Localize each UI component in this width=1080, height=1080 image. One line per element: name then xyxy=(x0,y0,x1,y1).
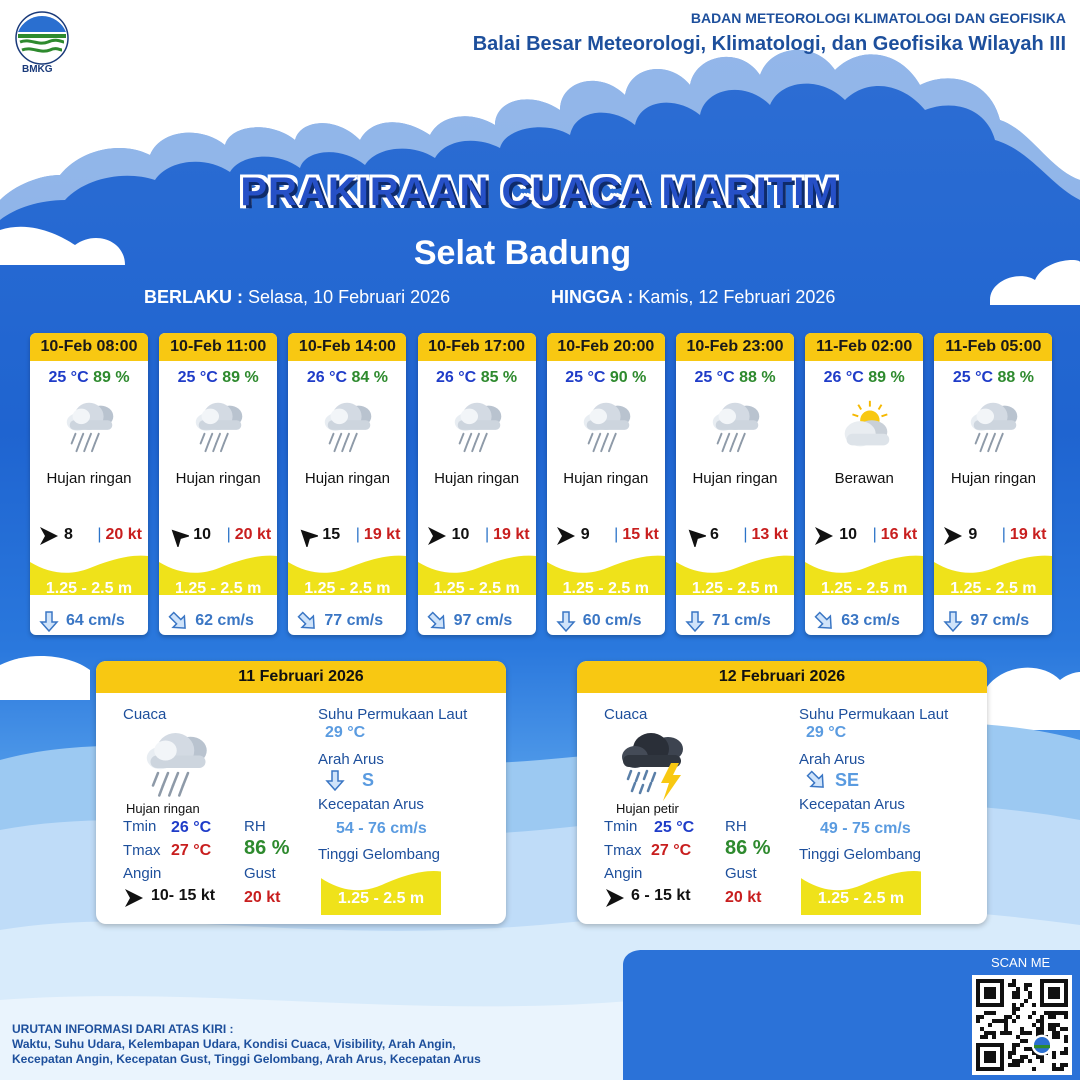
logo-text: BMKG xyxy=(22,64,53,75)
air-temperature: 25 °C xyxy=(177,369,218,386)
gust-value: 19 kt xyxy=(493,526,530,543)
weather-condition: Hujan ringan xyxy=(950,470,1036,487)
relative-humidity: 88 % xyxy=(739,369,776,386)
gust-label: Gust xyxy=(725,865,757,882)
gust-speed: | 19 kt xyxy=(484,526,530,543)
wave-height: 1.25 - 2.5 m xyxy=(433,580,520,597)
valid-from-value: Selasa, 10 Februari 2026 xyxy=(248,287,451,307)
current-direction-icon xyxy=(805,769,827,796)
valid-to xyxy=(551,287,835,308)
current-info xyxy=(805,609,923,633)
current-speed-value: 49 - 75 cm/s xyxy=(820,820,911,837)
wave-height: 1.25 - 2.5 m xyxy=(817,890,905,907)
current-direction-icon xyxy=(324,769,346,796)
relative-humidity: 89 % xyxy=(222,369,259,386)
tmax-value: 27 °C xyxy=(171,842,212,859)
daily-condition: Hujan ringan xyxy=(126,801,200,816)
current-info xyxy=(676,609,794,633)
weather-condition: Hujan ringan xyxy=(304,470,390,487)
forecast-time: 10-Feb 11:00 xyxy=(159,333,277,361)
current-direction-icon xyxy=(813,610,835,632)
weather-label: Cuaca xyxy=(604,706,648,723)
current-direction-icon xyxy=(942,610,964,632)
wind-direction-icon xyxy=(123,887,145,914)
gust-value: 20 kt xyxy=(244,889,281,906)
valid-to-label: HINGGA : xyxy=(551,287,634,307)
wind-range: 10- 15 kt xyxy=(151,887,216,904)
thunderstorm-icon xyxy=(613,727,693,807)
current-direction-icon xyxy=(684,610,706,632)
relative-humidity: 84 % xyxy=(351,369,388,386)
page-title: PRAKIRAAN CUACA MARITIM xyxy=(240,170,840,214)
info-order-title: URUTAN INFORMASI DARI ATAS KIRI : xyxy=(12,1022,234,1036)
gust-value: 16 kt xyxy=(880,526,918,543)
tmax-value: 27 °C xyxy=(651,842,692,859)
air-temperature: 26 °C xyxy=(306,369,348,386)
tmax-label: Tmax xyxy=(604,842,642,859)
relative-humidity: 90 % xyxy=(609,369,647,386)
gust-value: 19 kt xyxy=(1009,526,1047,543)
forecast-time: 10-Feb 17:00 xyxy=(418,333,536,361)
forecast-card xyxy=(934,333,1052,635)
forecast-card xyxy=(805,333,923,635)
forecast-card xyxy=(30,333,148,635)
current-direction-icon xyxy=(38,610,60,632)
current-speed: 62 cm/s xyxy=(195,612,254,629)
wind-speed: 10 xyxy=(839,526,857,543)
wind-direction-icon xyxy=(38,525,60,547)
gust-label: Gust xyxy=(244,865,276,882)
wind-speed: 9 xyxy=(968,526,978,543)
tmax-label: Tmax xyxy=(123,842,161,859)
current-speed: 71 cm/s xyxy=(712,612,771,629)
current-speed-label: Kecepatan Arus xyxy=(318,796,424,813)
gust-value: 20 kt xyxy=(725,889,762,906)
wave-height: 1.25 - 2.5 m xyxy=(45,580,133,597)
rh-label: RH xyxy=(244,818,266,835)
current-speed: 64 cm/s xyxy=(66,612,125,629)
wave-height: 1.25 - 2.5 m xyxy=(950,580,1037,597)
wind-speed: 8 xyxy=(64,526,73,543)
wind-speed: 6 xyxy=(710,526,719,543)
current-speed: 97 cm/s xyxy=(453,612,513,629)
current-info xyxy=(288,609,406,633)
wind-speed: 10 xyxy=(451,526,470,543)
page-subtitle: Selat Badung xyxy=(413,234,632,272)
forecast-temp-rh xyxy=(159,369,277,387)
bmkg-logo-icon xyxy=(12,10,72,66)
daily-date: 12 Februari 2026 xyxy=(577,661,987,693)
wind-direction-icon xyxy=(813,525,835,547)
wave-height: 1.25 - 2.5 m xyxy=(562,580,649,597)
tmin-label: Tmin xyxy=(604,818,638,835)
current-direction-icon xyxy=(296,610,318,632)
gust-speed: | 19 kt xyxy=(355,526,401,543)
wind-direction-icon xyxy=(604,887,626,914)
current-direction-value: SE xyxy=(835,770,860,790)
forecast-temp-rh xyxy=(418,369,536,387)
forecast-temp-rh xyxy=(288,369,406,387)
current-direction-icon xyxy=(555,610,577,632)
air-temperature: 25 °C xyxy=(952,369,994,386)
relative-humidity: 89 % xyxy=(93,369,130,386)
forecast-temp-rh xyxy=(676,369,794,387)
daily-summary-panel xyxy=(96,661,506,924)
rain-cloud-icon xyxy=(189,395,251,457)
rain-cloud-icon xyxy=(138,723,218,803)
wind-speed: 15 xyxy=(322,526,341,543)
current-direction-value: S xyxy=(362,770,375,790)
wind-direction-icon xyxy=(296,525,318,547)
office-name: Balai Besar Meteorologi, Klimatologi, dan Geofisika Wilayah III xyxy=(472,33,1066,55)
wave-height: 1.25 - 2.5 m xyxy=(337,890,425,907)
scan-me-label: SCAN ME xyxy=(991,955,1051,970)
info-order-line-1: Waktu, Suhu Udara, Kelembapan Udara, Kondisi Cuaca, Visibility, Arah Angin, xyxy=(12,1037,456,1051)
gust-speed: | 13 kt xyxy=(743,526,788,543)
gust-speed: | 20 kt xyxy=(97,526,142,543)
valid-to-value: Kamis, 12 Februari 2026 xyxy=(638,287,836,307)
wave-height: 1.25 - 2.5 m xyxy=(691,580,779,597)
weather-condition: Hujan ringan xyxy=(46,470,132,487)
current-speed: 60 cm/s xyxy=(582,612,642,629)
current-direction-icon xyxy=(426,610,448,632)
wind-label: Angin xyxy=(604,865,643,882)
wind-range: 6 - 15 kt xyxy=(631,887,691,904)
rain-cloud-icon xyxy=(60,395,122,457)
forecast-temp-rh xyxy=(805,369,923,387)
wind-speed: 9 xyxy=(580,526,590,543)
forecast-card xyxy=(418,333,536,635)
gust-value: 20 kt xyxy=(105,526,142,543)
current-direction-label: Arah Arus xyxy=(799,751,865,768)
relative-humidity: 88 % xyxy=(997,369,1034,386)
current-speed-label: Kecepatan Arus xyxy=(799,796,905,813)
weather-condition: Berawan xyxy=(834,470,894,487)
forecast-temp-rh xyxy=(934,369,1052,387)
rh-value: 86 % xyxy=(725,837,771,859)
tmin-value: 26 °C xyxy=(171,819,212,836)
gust-speed: | 15 kt xyxy=(614,526,659,543)
relative-humidity: 89 % xyxy=(868,369,905,386)
forecast-time: 10-Feb 08:00 xyxy=(30,333,148,361)
forecast-temp-rh xyxy=(547,369,665,387)
daily-condition: Hujan petir xyxy=(616,801,679,816)
current-info xyxy=(30,609,148,633)
gust-speed: | 19 kt xyxy=(1001,526,1047,543)
wave-height: 1.25 - 2.5 m xyxy=(175,580,262,597)
air-temperature: 26 °C xyxy=(823,369,864,386)
rh-value: 86 % xyxy=(244,837,290,859)
forecast-card xyxy=(159,333,277,635)
sst-label: Suhu Permukaan Laut xyxy=(799,706,949,723)
forecast-temp-rh xyxy=(30,369,148,387)
current-direction-icon xyxy=(167,610,189,632)
current-info xyxy=(418,609,536,633)
relative-humidity: 85 % xyxy=(480,369,518,386)
weather-label: Cuaca xyxy=(123,706,167,723)
qr-code-icon[interactable] xyxy=(972,975,1072,1075)
wind-direction-icon xyxy=(684,525,706,547)
air-temperature: 25 °C xyxy=(565,369,606,386)
info-order-line-2: Kecepatan Angin, Kecepatan Gust, Tinggi Gelombang, Arah Arus, Kecepatan Arus xyxy=(12,1052,481,1066)
wave-height: 1.25 - 2.5 m xyxy=(821,580,908,597)
forecast-time: 11-Feb 05:00 xyxy=(934,333,1052,361)
valid-from-label: BERLAKU : xyxy=(144,287,243,307)
rh-label: RH xyxy=(725,818,747,835)
tmin-value: 25 °C xyxy=(654,819,695,836)
weather-condition: Hujan ringan xyxy=(434,470,520,487)
rain-cloud-icon xyxy=(318,395,380,457)
current-speed: 97 cm/s xyxy=(970,612,1030,629)
current-direction-label: Arah Arus xyxy=(318,751,384,768)
forecast-card xyxy=(676,333,794,635)
daily-summary-panel xyxy=(577,661,987,924)
wind-direction-icon xyxy=(426,525,448,547)
gust-speed: | 20 kt xyxy=(226,526,272,543)
wind-speed: 10 xyxy=(193,526,211,543)
current-info xyxy=(159,609,277,633)
daily-date: 11 Februari 2026 xyxy=(96,661,506,693)
wind-direction-icon xyxy=(555,525,577,547)
wind-direction-icon xyxy=(167,525,189,547)
gust-value: 15 kt xyxy=(622,526,659,543)
agency-name: BADAN METEOROLOGI KLIMATOLOGI DAN GEOFISIKA xyxy=(690,10,1066,26)
wave-height: 1.25 - 2.5 m xyxy=(304,580,391,597)
current-speed: 77 cm/s xyxy=(324,612,384,629)
forecast-time: 10-Feb 20:00 xyxy=(547,333,665,361)
partly-cloudy-icon xyxy=(835,395,897,457)
tmin-label: Tmin xyxy=(123,818,157,835)
wave-label: Tinggi Gelombang xyxy=(318,846,441,863)
current-speed: 63 cm/s xyxy=(841,612,900,629)
forecast-time: 10-Feb 14:00 xyxy=(288,333,406,361)
gust-speed: | 16 kt xyxy=(872,526,918,543)
rain-cloud-icon xyxy=(706,395,768,457)
air-temperature: 26 °C xyxy=(436,369,477,386)
forecast-card xyxy=(547,333,665,635)
weather-condition: Hujan ringan xyxy=(175,470,261,487)
weather-condition: Hujan ringan xyxy=(692,470,778,487)
gust-value: 13 kt xyxy=(751,526,788,543)
sst-value: 29 °C xyxy=(325,724,366,741)
rain-cloud-icon xyxy=(577,395,639,457)
sst-value: 29 °C xyxy=(806,724,847,741)
air-temperature: 25 °C xyxy=(694,369,735,386)
rain-cloud-icon xyxy=(964,395,1026,457)
gust-value: 20 kt xyxy=(234,526,272,543)
valid-from xyxy=(144,287,450,308)
gust-value: 19 kt xyxy=(363,526,401,543)
sst-label: Suhu Permukaan Laut xyxy=(318,706,468,723)
rain-cloud-icon xyxy=(448,395,510,457)
info-order-note xyxy=(12,1022,481,1067)
wave-label: Tinggi Gelombang xyxy=(799,846,922,863)
forecast-time: 11-Feb 02:00 xyxy=(805,333,923,361)
current-speed-value: 54 - 76 cm/s xyxy=(336,820,427,837)
current-info xyxy=(934,609,1052,633)
wind-direction-icon xyxy=(942,525,964,547)
weather-condition: Hujan ringan xyxy=(563,470,649,487)
wind-label: Angin xyxy=(123,865,162,882)
current-info xyxy=(547,609,665,633)
forecast-time: 10-Feb 23:00 xyxy=(676,333,794,361)
forecast-card xyxy=(288,333,406,635)
air-temperature: 25 °C xyxy=(48,369,89,386)
